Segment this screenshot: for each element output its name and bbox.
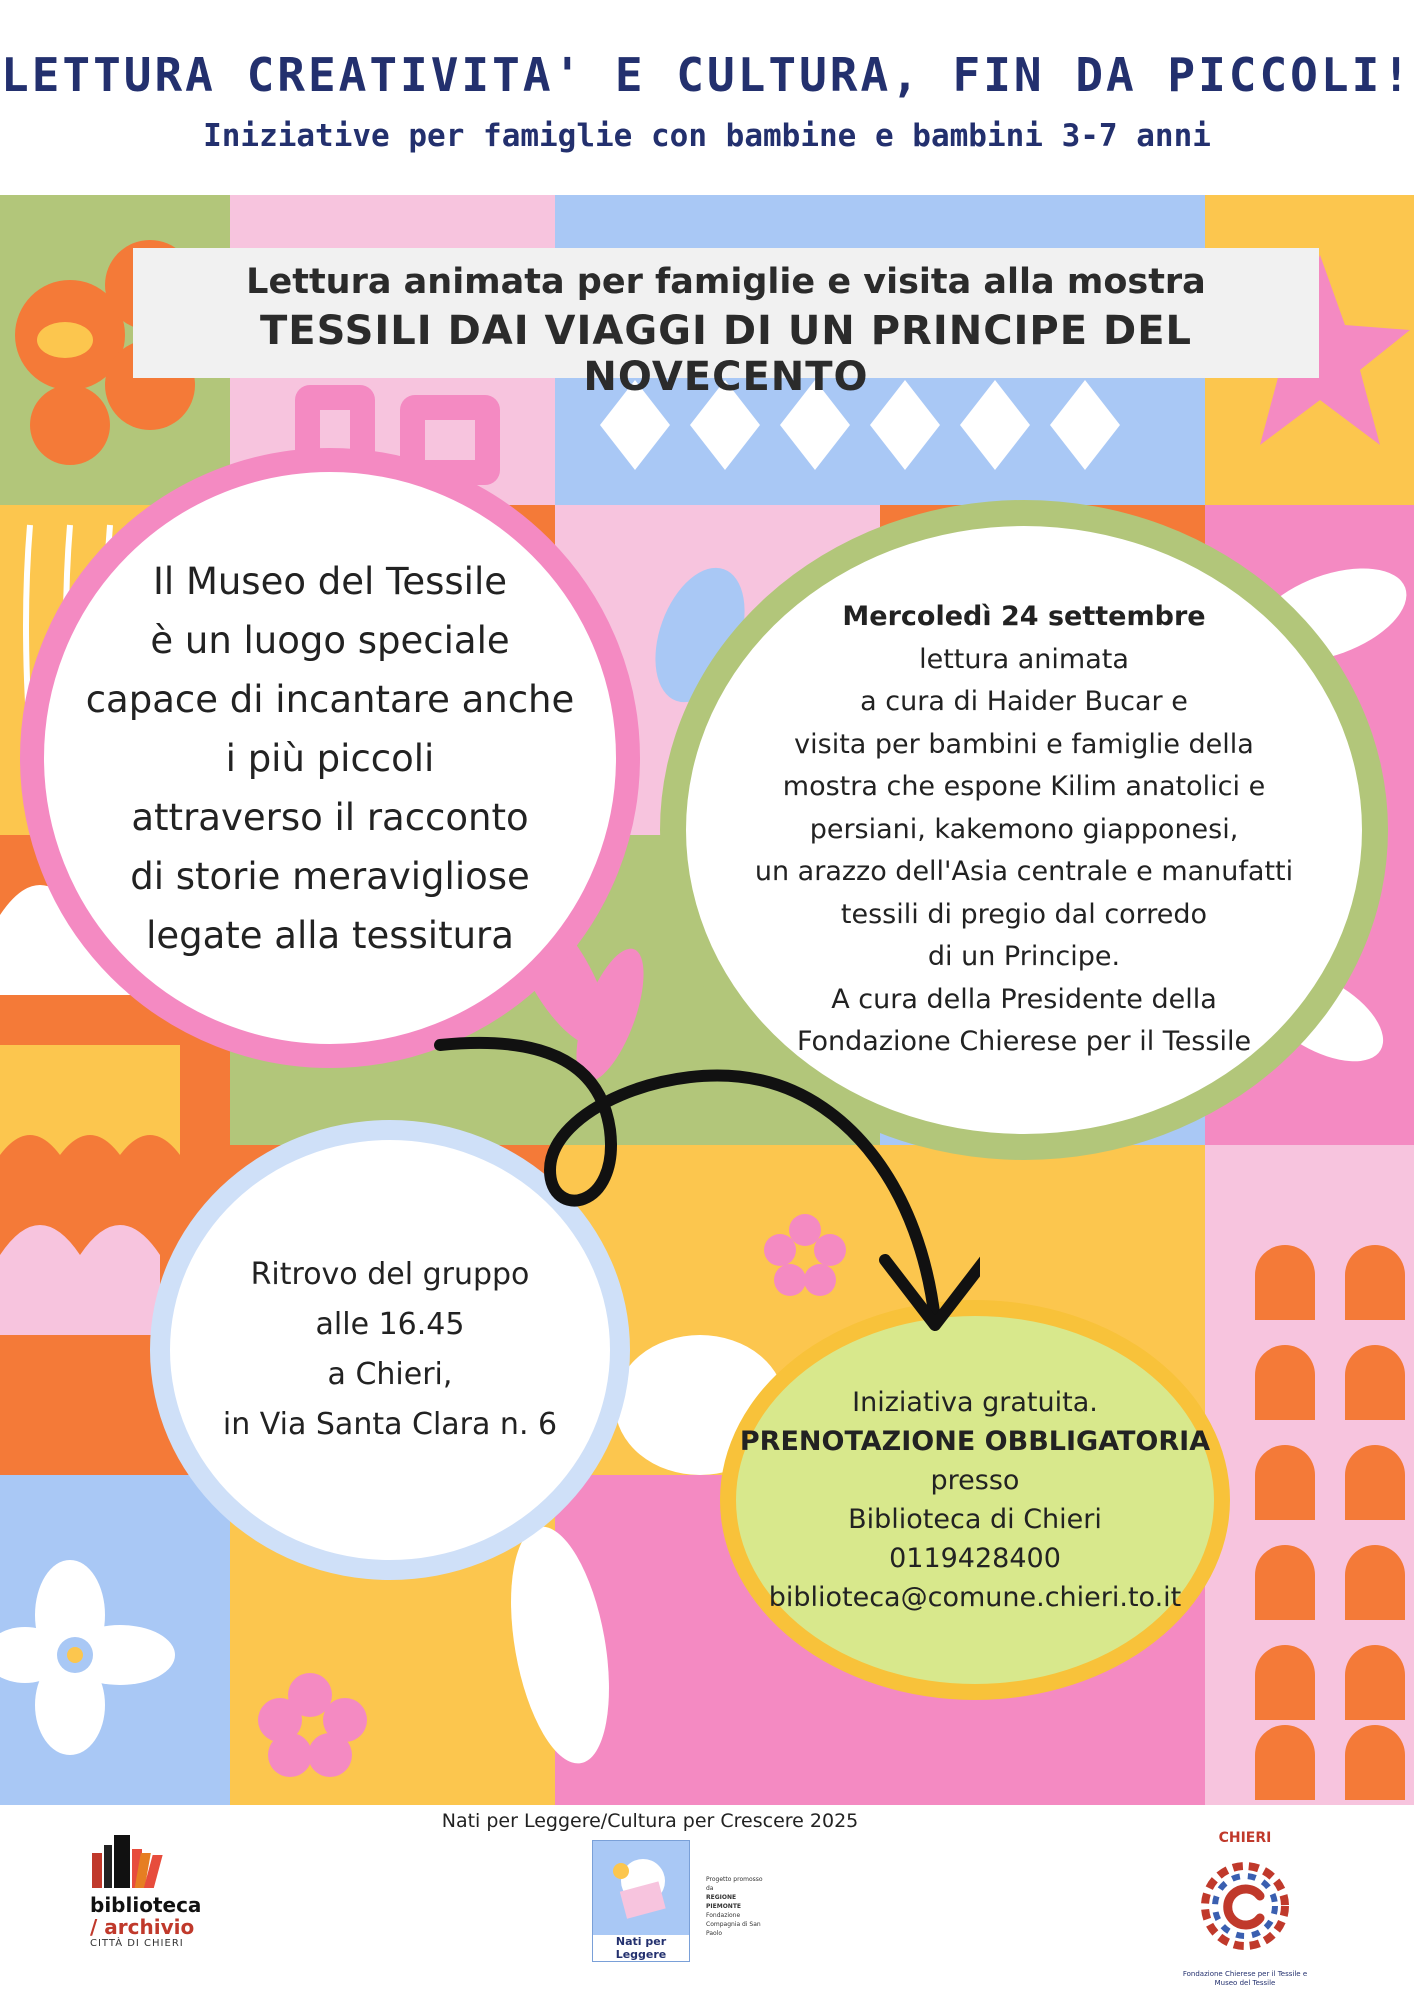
text-line: presso — [930, 1465, 1020, 1496]
text-line: i più piccoli — [225, 736, 435, 780]
event-details-text — [755, 596, 1293, 1064]
page-title: LETTURA CREATIVITA' E CULTURA, FIN DA PICCOLI! — [1, 48, 1413, 102]
text-line: Fondazione Chierese per il Tessile — [796, 1026, 1252, 1058]
logo-ring-text: Fondazione Chierese per il Tessile e Museo del Tessile — [1182, 1970, 1308, 1987]
nati-per-leggere-logo — [592, 1840, 690, 1962]
text-line: visita per bambini e famiglie della — [794, 728, 1254, 760]
logo-text-line: Nati per Leggere — [593, 1935, 689, 1961]
logo-text-line: Fondazione Compagnia di San Paolo — [706, 1912, 761, 1937]
text-line: a Chieri, — [327, 1357, 453, 1392]
banner-line-1: Lettura animata per famiglie e visita alla mostra — [246, 262, 1206, 302]
text-line: legate alla tessitura — [146, 913, 514, 957]
curly-arrow-icon — [420, 1020, 980, 1350]
text-line: A cura della Presidente della — [831, 983, 1217, 1015]
text-line: persiani, kakemono giapponesi, — [809, 813, 1239, 845]
reading-child-icon — [593, 1841, 689, 1931]
text-line: di un Principe. — [927, 941, 1121, 973]
logo-text-line: REGIONE PIEMONTE — [706, 1894, 742, 1910]
booking-required: PRENOTAZIONE OBBLIGATORIA — [739, 1426, 1211, 1457]
logo-text-line: Progetto promosso da — [706, 1876, 763, 1892]
fondazione-chierese-logo — [1180, 1830, 1310, 1987]
page-subtitle: Iniziative per famiglie con bambine e bambini 3-7 anni — [203, 118, 1211, 154]
logo-text-line: CHIERI — [1218, 1830, 1272, 1846]
text-line: lettura animata — [919, 643, 1129, 675]
text-line: Il Museo del Tessile — [152, 559, 507, 603]
phone-number[interactable]: 0119428400 — [889, 1543, 1061, 1574]
program-name: Nati per Leggere/Cultura per Crescere 2025 — [441, 1810, 859, 1832]
text-line: attraverso il racconto — [131, 795, 529, 839]
logo-text-line: biblioteca — [90, 1893, 202, 1917]
biblioteca-logo — [90, 1835, 220, 1965]
museum-description-circle — [20, 448, 640, 1068]
email-link[interactable]: biblioteca@comune.chieri.to.it — [768, 1582, 1182, 1613]
text-line: mostra che espone Kilim anatolici e — [782, 771, 1266, 803]
sponsors-block — [706, 1875, 766, 1938]
logo-text-line: CITTÀ DI CHIERI — [90, 1938, 184, 1949]
free-notice: Iniziativa gratuita. — [852, 1387, 1098, 1418]
fondazione-ring-icon — [1180, 1846, 1310, 1966]
booking-info-circle — [720, 1300, 1230, 1700]
text-line: alle 16.45 — [315, 1307, 465, 1342]
booking-info-text — [740, 1383, 1210, 1617]
text-line: in Via Santa Clara n. 6 — [222, 1407, 558, 1442]
text-line: di storie meravigliose — [130, 854, 530, 898]
library-name: Biblioteca di Chieri — [848, 1504, 1102, 1535]
event-date: Mercoledì 24 settembre — [842, 601, 1206, 633]
title-banner — [133, 248, 1319, 400]
text-line: è un luogo speciale — [150, 618, 510, 662]
museum-description-text — [86, 552, 575, 965]
text-line: capace di incantare anche — [85, 677, 575, 721]
books-icon — [90, 1835, 190, 1890]
text-line: Ritrovo del gruppo — [250, 1257, 530, 1292]
text-line: un arazzo dell'Asia centrale e manufatti — [754, 856, 1294, 888]
exhibition-title: TESSILI DAI VIAGGI DI UN PRINCIPE DEL NOVECENTO — [259, 308, 1193, 400]
text-line: a cura di Haider Bucar e — [860, 686, 1188, 718]
text-line: tessili di pregio dal corredo — [840, 898, 1208, 930]
logo-text-line: / archivio — [90, 1915, 195, 1939]
